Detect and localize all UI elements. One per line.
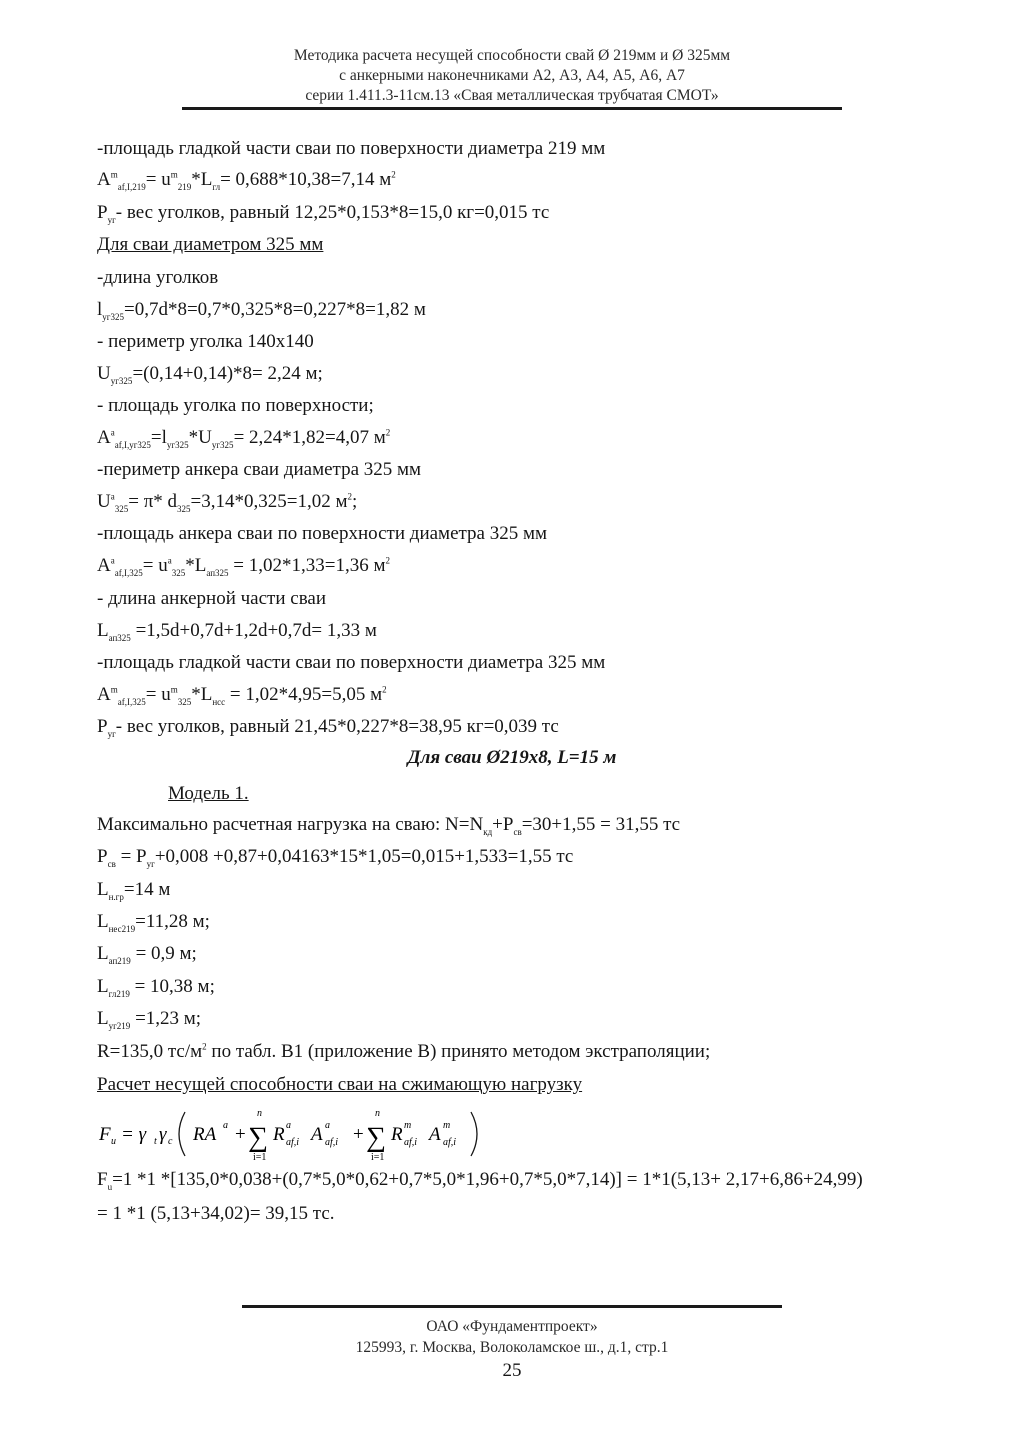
svg-text:i=1: i=1 (253, 1152, 267, 1163)
svg-text:m: m (404, 1120, 412, 1131)
svg-text:A: A (429, 1124, 441, 1145)
svg-text:i=1: i=1 (371, 1152, 385, 1163)
formula-line: $A^m_{af,I,219}= u^m_{219}*L_{гл}= 0,688*10,38=7,14$ $м^2$ (97, 169, 396, 192)
formula-line: $L_{нес219}=11,28$ м; (97, 911, 210, 934)
formula-line: $l_{уг325}=0,7d*8=0,7*0,325*8=0,227*8=1,82$ м (97, 299, 426, 322)
formula-line: $L_{ап325} =1,5d+0,7d+1,2d+0,7d= 1,33$ м (97, 620, 377, 643)
header-divider (182, 107, 842, 110)
svg-text:F: F (99, 1124, 111, 1145)
svg-text:a: a (325, 1120, 330, 1131)
text-line: $P_{уг}-$ вес уголков, равный 12,25*0,153*8=15,0 кг=0,015 тс (97, 202, 550, 225)
formula-line: $L_{н.гр}=14$ м (97, 879, 171, 902)
svg-text:af,i: af,i (325, 1137, 339, 1148)
footer-address: 125993, г. Москва, Волоколамское ш., д.1, стр.1 (355, 1339, 669, 1356)
svg-text:a: a (223, 1120, 228, 1131)
svg-text:a: a (286, 1120, 291, 1131)
section-heading: Для сваи диаметром 325 мм (97, 234, 324, 255)
text-line: - периметр уголка 140х140 (97, 331, 314, 352)
footer-organization: ОАО «Фундаментпроект» (426, 1318, 598, 1335)
text-line: -периметр анкера сваи диаметра 325 мм (97, 459, 422, 480)
model-heading: Модель 1. (168, 783, 249, 804)
svg-text:c: c (168, 1136, 173, 1147)
page-number: 25 (502, 1360, 522, 1381)
text-line: $P_{уг}-$ вес уголков, равный 21,45*0,227*8=38,95 кг=0,039 тс (97, 716, 559, 739)
header-line-3: серии 1.411.3-11см.13 «Свая металлическая трубчатая СМОТ» (305, 87, 719, 104)
formula-line: $A^m_{af,I,325}= u^m_{325}*L_{нсс} = 1,02*4,95=5,05$ $м^2$ (97, 684, 387, 707)
formula-line: $P_{св} = P_{уг}+0,008 +0,87+0,04163*15*1,05=0,015+1,533=1,55$ тс (97, 846, 574, 869)
svg-text:A: A (311, 1124, 323, 1145)
section-heading: Расчет несущей способности сваи на сжимающую нагрузку (97, 1074, 583, 1095)
svg-text:n: n (375, 1108, 380, 1119)
text-line: - площадь уголка по поверхности; (97, 395, 374, 416)
header-line-2: с анкерными наконечниками А2, А3, А4, А5, А6, А7 (339, 67, 685, 84)
svg-text:n: n (257, 1108, 262, 1119)
svg-text:∑: ∑ (366, 1122, 386, 1153)
text-line: R=135,0 $тс/м^2$ по табл. В1 (приложение В) принято методом экстраполяции; (97, 1041, 711, 1062)
text-line: -площадь гладкой части сваи по поверхности диаметра 219 мм (97, 138, 606, 159)
section-title: Для сваи Ø219х8, L=15 м (407, 747, 617, 768)
svg-text:RA: RA (193, 1124, 217, 1145)
page-footer (242, 1316, 782, 1358)
svg-text:af,i: af,i (443, 1137, 457, 1148)
calculation-result: = 1 *1 (5,13+34,02)= 39,15 тс. (97, 1203, 335, 1224)
text-line: Максимально расчетная нагрузка на сваю: $N=N_{кд}+P_{св}=30+1,55 = 31,55$ тс (97, 814, 681, 837)
formula-line: $U_{уг325}=(0,14+0,14)*8= 2,24$ м; (97, 363, 323, 386)
svg-text:af,i: af,i (286, 1137, 300, 1148)
text-line: - длина анкерной части сваи (97, 588, 327, 609)
text-line: -площадь гладкой части сваи по поверхности диаметра 325 мм (97, 652, 606, 673)
svg-text:+: + (235, 1124, 246, 1145)
svg-text:t: t (154, 1136, 157, 1147)
svg-text:+: + (353, 1124, 364, 1145)
formula-line: $L_{уг219} =1,23$ м; (97, 1008, 202, 1031)
formula-line: $A^а_{af,I,уг325}=l_{уг325}*U_{уг325}= 2,24*1,82=4,07$ $м^2$ (97, 427, 391, 450)
formula-line: $A^а_{af,I,325}= u^а_{325}*L_{ап325} = 1,02*1,33=1,36$ $м^2$ (97, 555, 390, 578)
svg-text:γ: γ (159, 1124, 167, 1145)
svg-text:∑: ∑ (248, 1122, 268, 1153)
page-header (182, 46, 842, 106)
formula-line: $L_{гл219} = 10,38$ м; (97, 976, 215, 999)
svg-text:R: R (391, 1124, 403, 1145)
svg-text:m: m (443, 1120, 451, 1131)
footer-divider (242, 1305, 782, 1308)
formula-line: $L_{ап219} = 0,9$ м; (97, 943, 197, 966)
bearing-capacity-formula (97, 1104, 517, 1164)
svg-text:= γ: = γ (121, 1124, 147, 1145)
calculation-line: $F_u=1$ *1 *[135,0*0,038+(0,7*5,0*0,62+0,7*5,0*1,96+0,7*5,0*7,14)] = 1*1(5,13+ 2,17+6,86+24,99) (97, 1169, 863, 1192)
header-line-1: Методика расчета несущей способности свай Ø 219мм и Ø 325мм (293, 47, 731, 64)
svg-text:af,i: af,i (404, 1137, 418, 1148)
text-line: -длина уголков (97, 267, 219, 288)
formula-line: $U^а_{325}= \pi*$ $d_{325}=3,14*0,325=1,02$ $м^2$; (97, 491, 358, 514)
svg-text:u: u (111, 1136, 116, 1147)
text-line: -площадь анкера сваи по поверхности диаметра 325 мм (97, 523, 548, 544)
svg-text:R: R (273, 1124, 285, 1145)
